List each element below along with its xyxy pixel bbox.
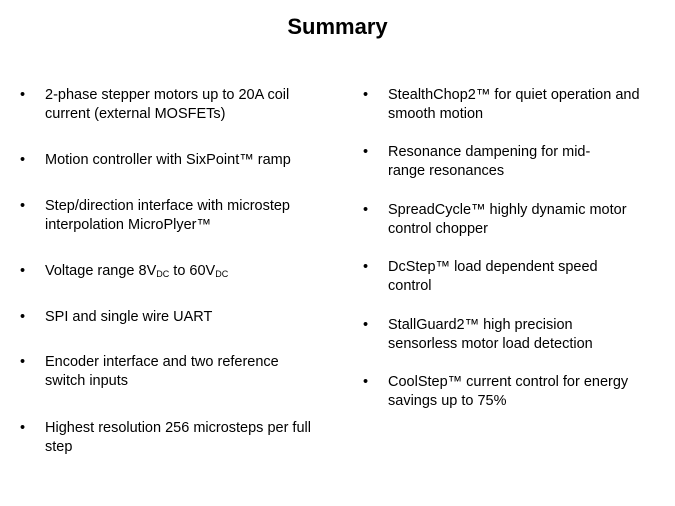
list-item-text: StealthChop2™ for quiet operation and smooth motion [388,87,640,122]
list-item-text: 2-phase stepper motors up to 20A coil current (external MOSFETs) [45,87,290,122]
voltage-subscript-min: DC [156,269,170,279]
voltage-subscript-max: DC [215,269,229,279]
bullet-icon: • [20,198,26,214]
bullet-icon: • [20,87,26,103]
bullet-icon: • [20,263,26,279]
list-item-text: Highest resolution 256 microsteps per full step [45,420,311,455]
list-item-text: SpreadCycle™ highly dynamic motor control chopper [388,202,627,237]
bullet-icon: • [20,420,26,436]
bullet-icon: • [20,152,26,168]
list-item-text: DcStep™ load dependent speed control [388,259,598,294]
bullet-icon: • [363,87,369,103]
bullet-icon: • [20,309,26,325]
list-item-text [45,262,325,281]
bullet-icon: • [363,144,369,160]
list-item-text: Step/direction interface with microstep interpolation MicroPlyer™ [45,198,290,233]
bullet-icon: • [363,374,369,390]
voltage-text-prefix: Voltage range 8V [45,263,157,279]
bullet-icon: • [363,259,369,275]
list-item-text: StallGuard2™ high precision sensorless motor load detection [388,317,593,352]
list-item-text: Encoder interface and two reference switch inputs [45,354,279,389]
voltage-text-mid: to 60V [169,263,216,279]
bullet-icon: • [363,202,369,218]
list-item-text: CoolStep™ current control for energy savings up to 75% [388,374,629,409]
page-title: Summary [287,14,388,39]
bullet-icon: • [363,317,369,333]
list-item-text: Motion controller with SixPoint™ ramp [45,152,291,168]
list-item-text: SPI and single wire UART [45,309,213,325]
list-item-text: Resonance dampening for mid-range resonances [388,144,591,179]
bullet-icon: • [20,354,26,370]
